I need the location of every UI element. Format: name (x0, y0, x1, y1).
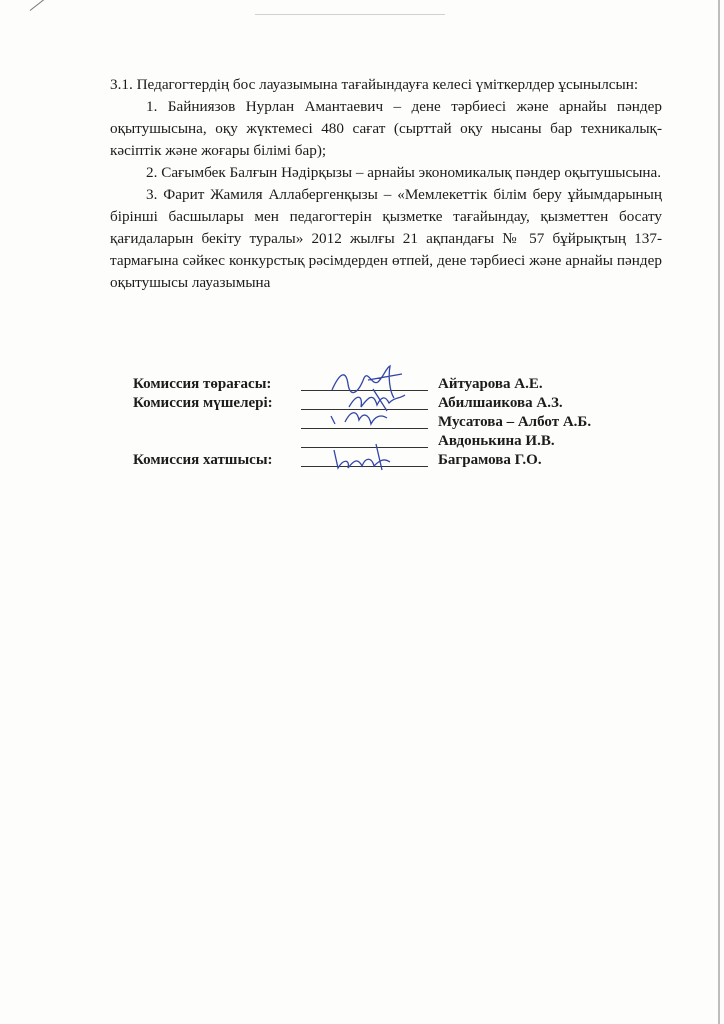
signature-block (133, 376, 633, 471)
paragraph-candidate-3: 3. Фарит Жамиля Аллабергенқызы – «Мемлекеттік білім беру ұйымдарының бірінші басшылары мен педагогтерін қызметке тағайындау, қызметтен босату қағидаларын бекіту туралы» 2012 жылғы 21 ақпандағы № 57 бұйрықтың 137-тармағына сәйкес конкурстық рәсімдерден өтпей, дене тәрбиесі және арнайы пәндер оқытушысы лауазымына (110, 186, 662, 291)
paragraph-candidate-1: 1. Байниязов Нурлан Амантаевич – дене тәрбиесі және арнайы пәндер оқытушысына, оқу жүктемесі 480 сағат (сырттай оқу нысаны бар техникалық-кәсіптік және жоғары білімі бар); (110, 98, 662, 159)
handwritten-signature (323, 402, 403, 436)
scan-edge (718, 0, 720, 1024)
signature-role-label: Комиссия төрағасы: (133, 376, 272, 392)
signatory-name: Абилшаикова А.З. (438, 395, 563, 411)
document-body (110, 74, 662, 294)
signature-role-label: Комиссия хатшысы: (133, 452, 273, 468)
signatory-name: Айтуарова А.Е. (438, 376, 543, 392)
signatory-name: Авдонькина И.В. (438, 433, 555, 449)
signatory-name: Баграмова Г.О. (438, 452, 542, 468)
signature-role-label: Комиссия мүшелері: (133, 395, 273, 411)
handwritten-signature (328, 440, 408, 474)
paragraph-candidate-2: 2. Сағымбек Балғын Нәдірқызы – арнайы экономикалық пәндер оқытушысына. (146, 164, 662, 181)
scan-artifact-top (255, 14, 445, 15)
signatory-name: Мусатова – Албот А.Б. (438, 414, 592, 430)
signature-row (133, 414, 633, 433)
signature-row (133, 452, 633, 471)
paragraph-intro: 3.1. Педагогтердің бос лауазымына тағайындауға келесі үміткерлдер ұсынылсын: (110, 76, 639, 93)
scan-artifact-line (30, 0, 94, 11)
